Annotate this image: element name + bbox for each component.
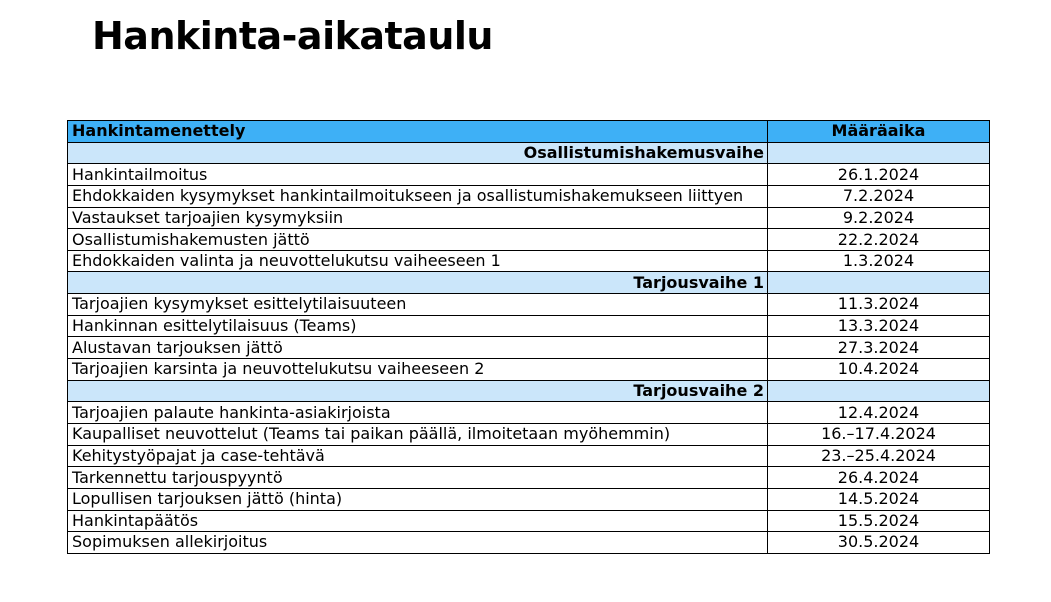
table-row [68, 207, 990, 229]
deadline-cell: 22.2.2024 [768, 229, 990, 251]
table-row [68, 445, 990, 467]
table-row [68, 164, 990, 186]
task-cell: Hankintapäätös [68, 510, 768, 532]
task-cell: Vastaukset tarjoajien kysymyksiin [68, 207, 768, 229]
task-cell: Sopimuksen allekirjoitus [68, 532, 768, 554]
table-row [68, 337, 990, 359]
deadline-cell: 10.4.2024 [768, 359, 990, 381]
deadline-cell: 23.–25.4.2024 [768, 445, 990, 467]
task-cell: Ehdokkaiden kysymykset hankintailmoitukseen ja osallistumishakemukseen liittyen [68, 185, 768, 207]
task-cell: Tarjoajien karsinta ja neuvottelukutsu vaiheeseen 2 [68, 359, 768, 381]
deadline-cell: 26.1.2024 [768, 164, 990, 186]
deadline-cell: 1.3.2024 [768, 250, 990, 272]
task-cell: Tarjoajien kysymykset esittelytilaisuuteen [68, 294, 768, 316]
task-cell: Hankintailmoitus [68, 164, 768, 186]
phase-name: Osallistumishakemusvaihe [68, 142, 768, 164]
deadline-cell: 14.5.2024 [768, 488, 990, 510]
table-row [68, 510, 990, 532]
table-row [68, 488, 990, 510]
table-row [68, 467, 990, 489]
table-row [68, 315, 990, 337]
table-row [68, 359, 990, 381]
phase-name: Tarjousvaihe 1 [68, 272, 768, 294]
deadline-cell: 27.3.2024 [768, 337, 990, 359]
column-header-deadline: Määräaika [768, 121, 990, 143]
task-cell: Osallistumishakemusten jättö [68, 229, 768, 251]
deadline-cell: 12.4.2024 [768, 402, 990, 424]
deadline-cell: 11.3.2024 [768, 294, 990, 316]
task-cell: Lopullisen tarjouksen jättö (hinta) [68, 488, 768, 510]
phase-row [68, 142, 990, 164]
deadline-cell: 26.4.2024 [768, 467, 990, 489]
table-row [68, 185, 990, 207]
phase-name: Tarjousvaihe 2 [68, 380, 768, 402]
column-header-procedure: Hankintamenettely [68, 121, 768, 143]
task-cell: Alustavan tarjouksen jättö [68, 337, 768, 359]
phase-row [68, 272, 990, 294]
table-row [68, 423, 990, 445]
deadline-cell: 9.2.2024 [768, 207, 990, 229]
table-row [68, 294, 990, 316]
task-cell: Hankinnan esittelytilaisuus (Teams) [68, 315, 768, 337]
task-cell: Kehitystyöpajat ja case-tehtävä [68, 445, 768, 467]
deadline-cell: 7.2.2024 [768, 185, 990, 207]
schedule-table [67, 120, 990, 554]
deadline-cell: 16.–17.4.2024 [768, 423, 990, 445]
table-row [68, 402, 990, 424]
deadline-cell: 13.3.2024 [768, 315, 990, 337]
page-title: Hankinta-aikataulu [92, 14, 493, 58]
phase-deadline-cell [768, 272, 990, 294]
table-row [68, 250, 990, 272]
phase-deadline-cell [768, 142, 990, 164]
deadline-cell: 15.5.2024 [768, 510, 990, 532]
task-cell: Ehdokkaiden valinta ja neuvottelukutsu vaiheeseen 1 [68, 250, 768, 272]
task-cell: Tarkennettu tarjouspyyntö [68, 467, 768, 489]
task-cell: Tarjoajien palaute hankinta-asiakirjoista [68, 402, 768, 424]
table-row [68, 229, 990, 251]
phase-row [68, 380, 990, 402]
table-header-row [68, 121, 990, 143]
deadline-cell: 30.5.2024 [768, 532, 990, 554]
phase-deadline-cell [768, 380, 990, 402]
table-row [68, 532, 990, 554]
task-cell: Kaupalliset neuvottelut (Teams tai paikan päällä, ilmoitetaan myöhemmin) [68, 423, 768, 445]
schedule-body [68, 142, 990, 553]
